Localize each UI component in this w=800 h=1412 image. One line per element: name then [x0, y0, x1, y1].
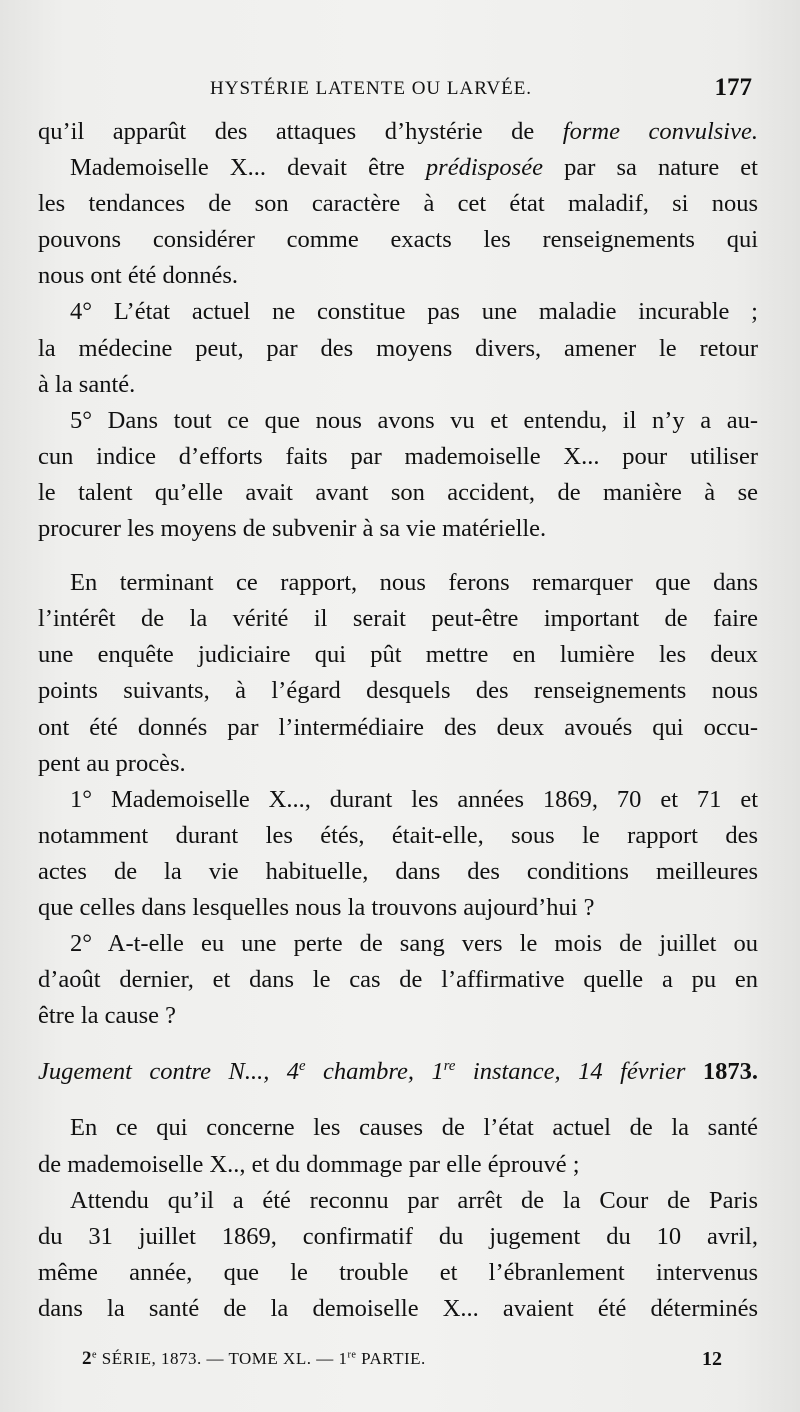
line-text: la médecine peut, par des moyens divers, amener le retour — [38, 334, 758, 362]
text-line — [38, 475, 758, 511]
text-line — [38, 890, 758, 926]
paragraph-gap — [38, 1090, 758, 1110]
line-text: l’intérêt de la vérité il serait peut-être important de faire — [38, 605, 758, 633]
line-text: à la santé. — [38, 370, 136, 398]
text-line — [38, 1183, 758, 1219]
text-line — [38, 114, 758, 150]
line-text: notamment durant les étés, était-elle, sous le rapport des — [38, 821, 758, 849]
series-number: 2 — [82, 1348, 92, 1369]
text-line — [38, 637, 758, 673]
line-text: En terminant ce rapport, nous ferons remarquer que dans — [70, 569, 758, 597]
printer-signature-footer — [82, 1348, 722, 1378]
text-line — [38, 511, 758, 547]
body-text — [38, 114, 758, 1327]
text-line — [38, 673, 758, 709]
heading-text: chambre, 1 — [305, 1058, 444, 1086]
paragraph-gap — [38, 547, 758, 565]
line-text: points suivants, à l’égard desquels des renseignements nous — [38, 677, 758, 705]
running-title: HYSTÉRIE LATENTE OU LARVÉE. — [210, 78, 533, 99]
line-text: pent au procès. — [38, 749, 186, 777]
heading-text: Jugement contre N..., 4 — [38, 1058, 300, 1086]
heading-sup: e — [299, 1058, 306, 1075]
heading-text: instance, 14 février — [455, 1058, 703, 1086]
emphasis-text: forme convulsive. — [562, 118, 758, 145]
signature-mark — [82, 1348, 426, 1370]
text-line — [38, 1255, 758, 1291]
line-text: ont été donnés par l’intermédiaire des deux avoués qui occu- — [38, 713, 758, 741]
page-number: 177 — [714, 74, 752, 101]
text-line — [38, 565, 758, 601]
text-line — [38, 782, 758, 818]
text-line — [38, 403, 758, 439]
line-text: que celles dans lesquelles nous la trouvons aujourd’hui ? — [38, 893, 595, 921]
text-line — [38, 331, 758, 367]
text-line — [38, 998, 758, 1034]
line-text: par sa nature et — [542, 154, 758, 182]
line-text: 2° A-t-elle eu une perte de sang vers le mois de juillet ou — [70, 930, 758, 958]
text-line — [38, 258, 758, 294]
line-text: 1° Mademoiselle X..., durant les années 1869, 70 et 71 et — [70, 785, 758, 813]
text-line — [38, 222, 758, 258]
sheet-number: 12 — [702, 1348, 722, 1370]
signature-part: PARTIE. — [356, 1349, 426, 1368]
text-line — [38, 962, 758, 998]
line-text: d’août dernier, et dans le cas de l’affirmative quelle a pu en — [38, 966, 758, 994]
line-text: de mademoiselle X.., et du dommage par elle éprouvé ; — [38, 1150, 580, 1178]
text-line — [38, 186, 758, 222]
paragraph-gap — [38, 1034, 758, 1054]
line-text: procurer les moyens de subvenir à sa vie matérielle. — [38, 515, 547, 543]
part-sup: re — [347, 1349, 357, 1361]
text-line — [38, 1219, 758, 1255]
line-text: 4° L’état actuel ne constitue pas une maladie incurable ; — [70, 298, 758, 326]
line-text: pouvons considérer comme exacts les renseignements qui — [38, 226, 758, 254]
text-line — [38, 854, 758, 890]
text-line — [38, 367, 758, 403]
line-text: En ce qui concerne les causes de l’état actuel de la santé — [70, 1114, 758, 1142]
text-line — [38, 746, 758, 782]
line-text: du 31 juillet 1869, confirmatif du jugement du 10 avril, — [38, 1222, 758, 1250]
emphasis-text: prédisposée — [425, 154, 543, 182]
line-text: actes de la vie habituelle, dans des conditions meilleures — [38, 857, 758, 885]
line-text: 5° Dans tout ce que nous avons vu et entendu, il n’y a au- — [70, 406, 758, 434]
line-text: être la cause ? — [38, 1002, 177, 1030]
line-text: Attendu qu’il a été reconnu par arrêt de la Cour de Paris — [70, 1186, 758, 1214]
text-line — [38, 601, 758, 637]
text-line — [38, 439, 758, 475]
heading-sup: re — [443, 1058, 456, 1075]
line-text: nous ont été donnés. — [38, 262, 239, 290]
line-text: Mademoiselle X... devait être — [70, 154, 426, 182]
signature-text: SÉRIE, 1873. — TOME XL. — 1 — [97, 1349, 348, 1368]
line-text: qu’il apparût des attaques d’hystérie de — [38, 118, 563, 145]
judgment-heading — [38, 1054, 758, 1090]
line-text: même année, que le trouble et l’ébranlement intervenus — [38, 1258, 758, 1286]
text-line — [38, 150, 758, 186]
line-text: une enquête judiciaire qui pût mettre en lumière les deux — [38, 641, 758, 669]
line-text: cun indice d’efforts faits par mademoiselle X... pour utiliser — [38, 442, 758, 470]
text-line — [38, 1110, 758, 1146]
text-line — [38, 1147, 758, 1183]
text-line — [38, 818, 758, 854]
text-line — [38, 926, 758, 962]
heading-year: 1873. — [702, 1058, 758, 1086]
text-line — [38, 1291, 758, 1327]
series-sup: e — [92, 1349, 98, 1361]
running-header — [40, 74, 756, 108]
text-line — [38, 294, 758, 330]
text-line — [38, 710, 758, 746]
line-text: les tendances de son caractère à cet état maladif, si nous — [38, 190, 758, 218]
line-text: le talent qu’elle avait avant son accident, de manière à se — [38, 478, 758, 506]
line-text: dans la santé de la demoiselle X... avaient été déterminés — [38, 1294, 758, 1322]
